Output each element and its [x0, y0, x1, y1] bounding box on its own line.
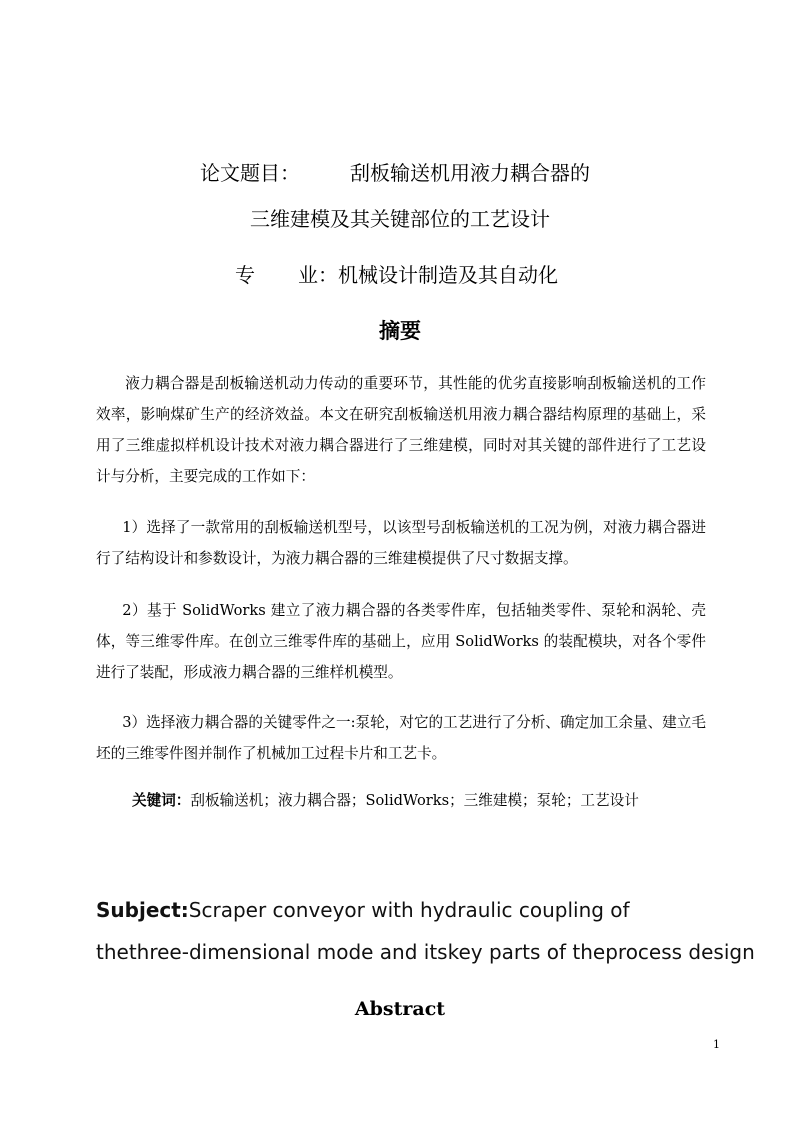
keywords-row	[132, 785, 639, 816]
subject-line-2: thethree-dimensional mode and itskey parts of theprocess design	[96, 940, 755, 964]
thesis-title-label: 论文题目：	[200, 161, 300, 185]
subject-label: Subject:	[96, 898, 189, 922]
abstract-heading-cn: 摘要	[379, 319, 421, 343]
subject-line-1	[96, 895, 630, 925]
abstract-intro-paragraph: 液力耦合器是刮板输送机动力传动的重要环节，其性能的优劣直接影响刮板输送机的工作效率，影响煤矿生产的经济效益。本文在研究刮板输送机用液力耦合器结构原理的基础上，采用了三维虚拟样机设计技术对液力耦合器进行了三维建模，同时对其关键的部件进行了工艺设计与分析，主要完成的工作如下：	[96, 375, 706, 485]
abstract-item-3: 3）选择液力耦合器的关键零件之一:泵轮，对它的工艺进行了分析、确定加工余量、建立毛坯的三维零件图并制作了机械加工过程卡片和工艺卡。	[96, 714, 706, 762]
thesis-title-line1: 刮板输送机用液力耦合器的	[350, 161, 590, 185]
major-value: 业：机械设计制造及其自动化	[298, 263, 558, 287]
thesis-title-row	[200, 158, 590, 188]
major-label: 专	[235, 263, 275, 287]
major-row	[235, 260, 558, 290]
abstract-item-1: 1）选择了一款常用的刮板输送机型号，以该型号刮板输送机的工况为例，对液力耦合器进行了结构设计和参数设计，为液力耦合器的三维建模提供了尺寸数据支撑。	[96, 519, 706, 567]
keywords-value: 刮板输送机；液力耦合器；SolidWorks；三维建模；泵轮；工艺设计	[190, 792, 639, 809]
keywords-label: 关键词：	[132, 792, 191, 809]
subject-text-1: Scraper conveyor with hydraulic coupling of	[188, 898, 630, 922]
abstract-heading-en: Abstract	[354, 998, 446, 1020]
thesis-title-line2: 三维建模及其关键部位的工艺设计	[250, 207, 550, 231]
abstract-item-2: 2）基于 SolidWorks 建立了液力耦合器的各类零件库，包括轴类零件、泵轮和涡轮、壳体，等三维零件库。在创立三维零件库的基础上，应用 SolidWorks 的装配模块，对各个零件进行了装配，形成液力耦合器的三维样机模型。	[96, 602, 706, 681]
page-number: 1	[713, 1038, 720, 1051]
